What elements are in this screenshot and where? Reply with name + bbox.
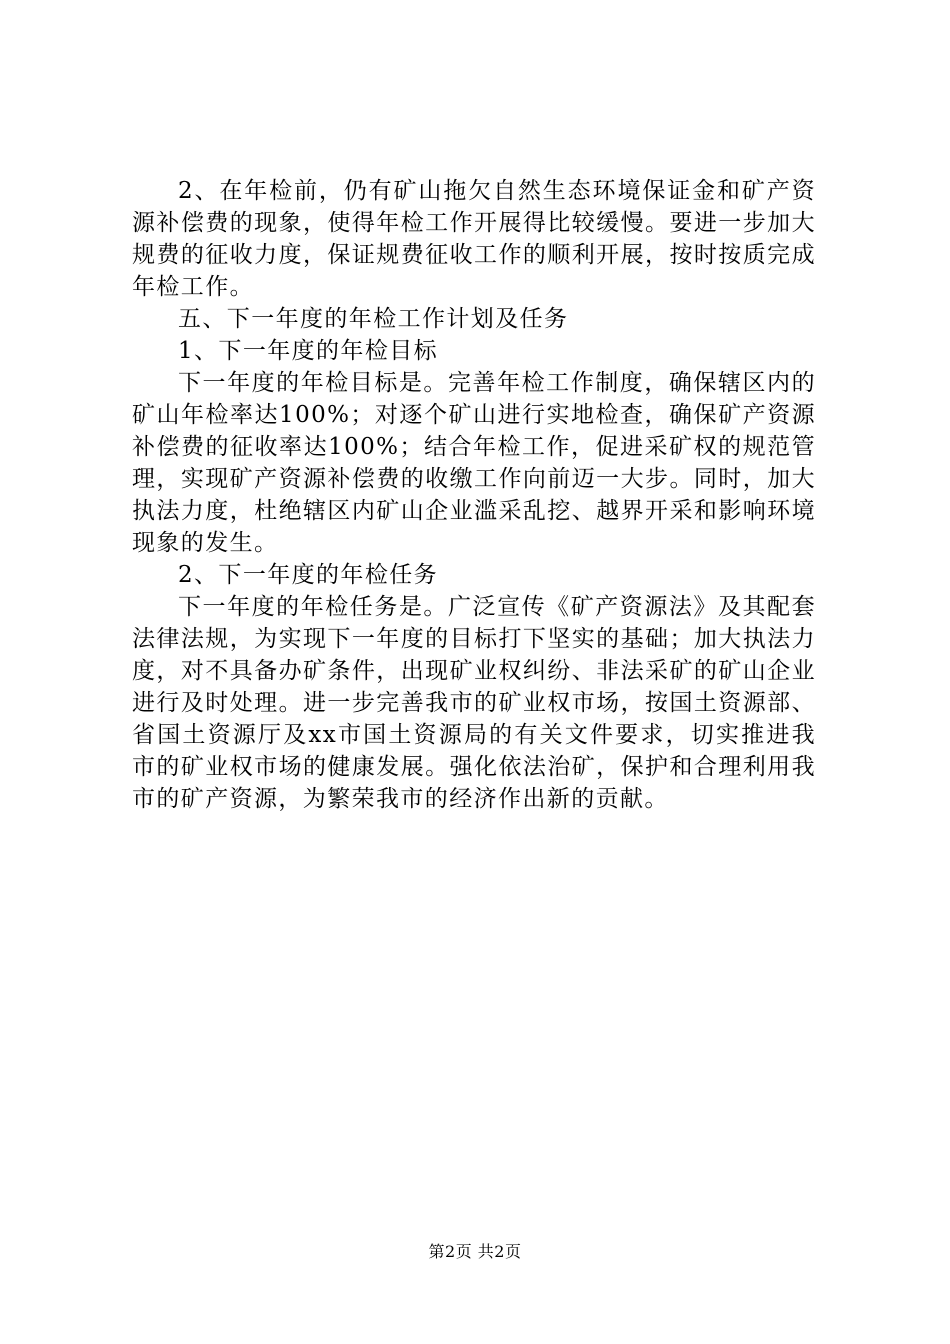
paragraph-goal: 下一年度的年检目标是。完善年检工作制度，确保辖区内的矿山年检率达100%；对逐个矿山进行实地检查，确保矿产资源补偿费的征收率达100%；结合年检工作，促进采矿权的规范管理，实现矿产资源补偿费的收缴工作向前迈一大步。同时，加大执法力度，杜绝辖区内矿山企业滥采乱挖、越界开采和影响环境现象的发生。 [132, 370, 816, 556]
paragraph-task: 下一年度的年检任务是。广泛宣传《矿产资源法》及其配套法律法规，为实现下一年度的目标打下坚实的基础；加大执法力度，对不具备办矿条件，出现矿业权纠纷、非法采矿的矿山企业进行及时处理。进一步完善我市的矿业权市场，按国土资源部、省国土资源厅及xx市国土资源局的有关文件要求，切实推进我市的矿业权市场的健康发展。强化依法治矿，保护和合理利用我市的矿产资源，为繁荣我市的经济作出新的贡献。 [132, 594, 816, 812]
paragraph-1: 2、在年检前，仍有矿山拖欠自然生态环境保证金和矿产资源补偿费的现象，使得年检工作开展得比较缓慢。要进一步加大规费的征收力度，保证规费征收工作的顺利开展，按时按质完成年检工作。 [132, 178, 816, 300]
subheading-1: 1、下一年度的年检目标 [178, 338, 439, 364]
section-heading-5: 五、下一年度的年检工作计划及任务 [178, 306, 569, 332]
document-body [132, 175, 816, 815]
subheading-2: 2、下一年度的年检任务 [178, 562, 439, 588]
page-number-footer: 第2页 共2页 [428, 1242, 522, 1261]
